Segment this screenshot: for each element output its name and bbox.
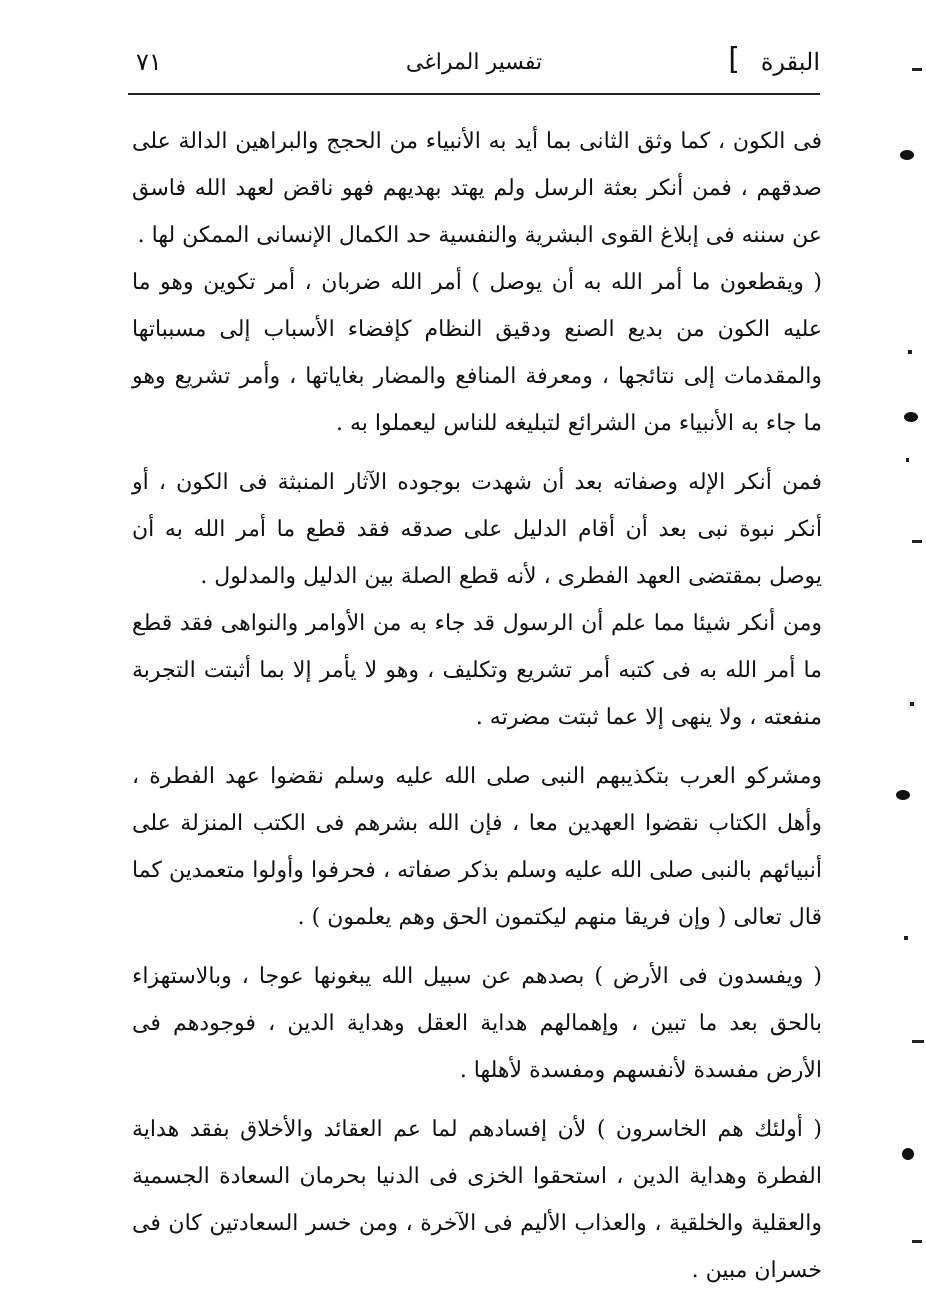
paragraph-6: ( ويفسدون فى الأرض ) بصدهم عن سبيل الله يبغونها عوجا ، وبالاستهزاء بالحق بعد ما تبين ، وإهمالهم هداية العقل وهداية الدين ، فوجودهم فى الأرض مفسدة لأنفسهم ومفسدة لأهلها .: [132, 964, 822, 1083]
paragraph-4: ومن أنكر شيئا مما علم أن الرسول قد جاء به من الأوامر والنواهى فقد قطع ما أمر الله به فى كتبه أمر تشريع وتكليف ، وهو لا يأمر إلا بما أثبتت التجربة منفعته ، ولا ينهى إلا عما ثبتت مضرته .: [132, 611, 822, 730]
margin-mark: [912, 1240, 922, 1243]
margin-mark: [910, 702, 914, 706]
book-title: تفسير المراغى: [405, 50, 543, 75]
body-text: [132, 118, 822, 1294]
surah-name: البقرة: [760, 48, 820, 76]
margin-mark: [908, 350, 912, 354]
margin-mark: [912, 540, 922, 543]
margin-blot: [896, 790, 910, 800]
margin-mark: [906, 458, 909, 462]
margin-mark: [912, 1040, 924, 1043]
header-bracket: ]: [728, 42, 740, 77]
margin-blot: [900, 150, 914, 160]
page-number: ٧١: [136, 48, 162, 76]
margin-mark: [912, 68, 922, 71]
page-header: [128, 42, 820, 92]
header-rule: [128, 93, 820, 95]
margin-blot: [902, 1148, 914, 1160]
paragraph-1: فى الكون ، كما وثق الثانى بما أيد به الأنبياء من الحجج والبراهين الدالة على صدقهم ، فمن أنكر بعثة الرسل ولم يهتد بهديهم فهو ناقض لعهد الله فاسق عن سننه فى إبلاغ القوى البشرية والنفسية حد الكمال الإنسانى الممكن لها .: [132, 129, 822, 248]
margin-blot: [904, 412, 918, 422]
paragraph-7: ( أولئك هم الخاسرون ) لأن إفسادهم لما عم العقائد والأخلاق بفقد هداية الفطرة وهداية الدين ، استحقوا الخزى فى الدنيا بحرمان السعادة الجسمية والعقلية والخلقية ، والعذاب الأليم فى الآخرة ، ومن خسر السعادتين كان فى خسران مبين .: [132, 1117, 822, 1283]
margin-mark: [904, 936, 908, 940]
paragraph-3: فمن أنكر الإله وصفاته بعد أن شهدت بوجوده الآثار المنبثة فى الكون ، أو أنكر نبوة نبى بعد أن أقام الدليل على صدقه فقد قطع ما أمر الله به أن يوصل بمقتضى العهد الفطرى ، لأنه قطع الصلة بين الدليل والمدلول .: [132, 470, 822, 589]
paragraph-2: ( ويقطعون ما أمر الله به أن يوصل ) أمر الله ضربان ، أمر تكوين وهو ما عليه الكون من بديع الصنع ودقيق النظام كإفضاء الأسباب إلى مسبباتها والمقدمات إلى نتائجها ، ومعرفة المنافع والمضار بغاياتها ، وأمر تشريع وهو ما جاء به الأنبياء من الشرائع لتبليغه للناس ليعملوا به .: [132, 270, 822, 436]
paragraph-5: ومشركو العرب بتكذيبهم النبى صلى الله عليه وسلم نقضوا عهد الفطرة ، وأهل الكتاب نقضوا العهدين معا ، فإن الله بشرهم فى الكتب المنزلة على أنبيائهم بالنبى صلى الله عليه وسلم بذكر صفاته ، فحرفوا وأولوا متعمدين كما قال تعالى ( وإن فريقا منهم ليكتمون الحق وهم يعلمون ) .: [132, 764, 822, 930]
